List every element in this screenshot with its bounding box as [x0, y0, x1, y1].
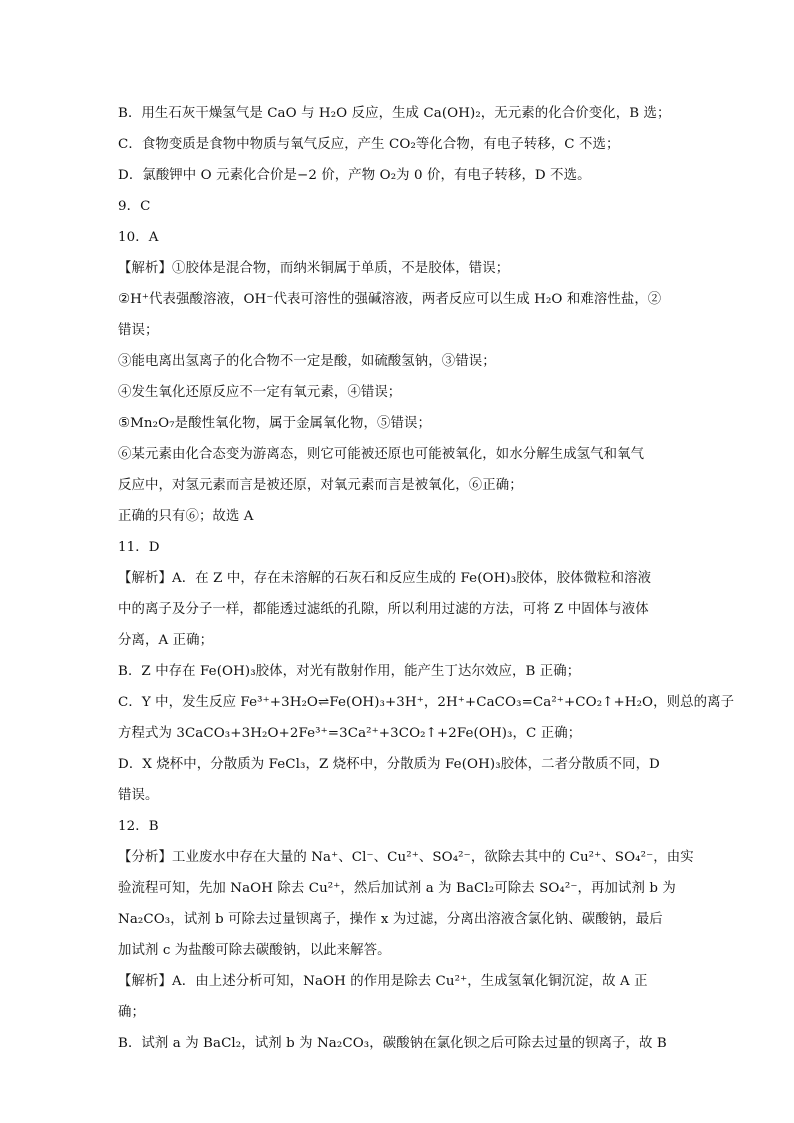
text-line: 【解析】A．由上述分析可知，NaOH 的作用是除去 Cu²⁺，生成氢氧化铜沉淀，故 A 正 — [118, 974, 648, 989]
text-line: 9．C — [118, 199, 151, 214]
text-line: B．试剂 a 为 BaCl₂，试剂 b 为 Na₂CO₃，碳酸钠在氯化钡之后可除去过量的钡离子，故 B — [118, 1036, 667, 1051]
text-line: 【解析】①胶体是混合物，而纳米铜属于单质，不是胶体，错误； — [118, 261, 510, 276]
text-line: ④发生氧化还原反应不一定有氧元素，④错误； — [118, 385, 402, 400]
text-line: 10．A — [118, 230, 159, 245]
text-line: 分离，A 正确； — [118, 633, 214, 648]
text-line: ③能电离出氢离子的化合物不一定是酸，如硫酸氢钠，③错误； — [118, 354, 496, 369]
text-line: 正确的只有⑥；故选 A — [118, 509, 254, 524]
text-line: D．X 烧杯中，分散质为 FeCl₃，Z 烧杯中，分散质为 Fe(OH)₃胶体，二者分散质不同，D — [118, 757, 660, 772]
text-line: 确； — [118, 1005, 145, 1020]
text-line: ⑥某元素由化合态变为游离态，则它可能被还原也可能被氧化，如水分解生成氢气和氧气 — [118, 447, 645, 462]
text-line: 反应中，对氢元素而言是被还原，对氧元素而言是被氧化，⑥正确； — [118, 478, 523, 493]
text-line: C．Y 中，发生反应 Fe³⁺+3H₂O⇌Fe(OH)₃+3H⁺，2H⁺+CaCO₃=Ca²⁺+CO₂↑+H₂O，则总的离子 — [118, 695, 735, 710]
text-line: 中的离子及分子一样，都能透过滤纸的孔隙，所以利用过滤的方法，可将 Z 中固体与液体 — [118, 602, 649, 617]
text-line: 方程式为 3CaCO₃+3H₂O+2Fe³⁺=3Ca²⁺+3CO₂↑+2Fe(OH)₃，C 正确； — [118, 726, 582, 741]
text-line: ②H⁺代表强酸溶液，OH⁻代表可溶性的强碱溶液，两者反应可以生成 H₂O 和难溶性盐，② — [118, 292, 662, 307]
text-line: 错误； — [118, 323, 159, 338]
text-line: D．氯酸钾中 O 元素化合价是−2 价，产物 O₂为 0 价，有电子转移，D 不选。 — [118, 168, 591, 183]
text-line: 错误。 — [118, 788, 159, 803]
text-line: C．食物变质是食物中物质与氧气反应，产生 CO₂等化合物，有电子转移，C 不选； — [118, 137, 620, 152]
text-line: 11．D — [118, 540, 160, 555]
text-line: B．Z 中存在 Fe(OH)₃胶体，对光有散射作用，能产生丁达尔效应，B 正确； — [118, 664, 581, 679]
text-line: 【分析】工业废水中存在大量的 Na⁺、Cl⁻、Cu²⁺、SO₄²⁻，欲除去其中的 Cu²⁺、SO₄²⁻，由实 — [118, 850, 694, 865]
text-line: Na₂CO₃，试剂 b 可除去过量钡离子，操作 x 为过滤，分离出溶液含氯化钠、碳酸钠，最后 — [118, 912, 663, 927]
text-line: 加试剂 c 为盐酸可除去碳酸钠，以此来解答。 — [118, 943, 391, 958]
text-line: 【解析】A．在 Z 中，存在未溶解的石灰石和反应生成的 Fe(OH)₃胶体，胶体微粒和溶液 — [118, 571, 652, 586]
answer-explanation-text — [118, 98, 735, 1059]
text-line: ⑤Mn₂O₇是酸性氧化物，属于金属氧化物，⑤错误； — [118, 416, 431, 431]
text-line: 验流程可知，先加 NaOH 除去 Cu²⁺，然后加试剂 a 为 BaCl₂可除去 SO₄²⁻，再加试剂 b 为 — [118, 881, 676, 896]
text-line: B．用生石灰干燥氢气是 CaO 与 H₂O 反应，生成 Ca(OH)₂，无元素的化合价变化，B 选； — [118, 106, 671, 121]
text-line: 12．B — [118, 819, 159, 834]
